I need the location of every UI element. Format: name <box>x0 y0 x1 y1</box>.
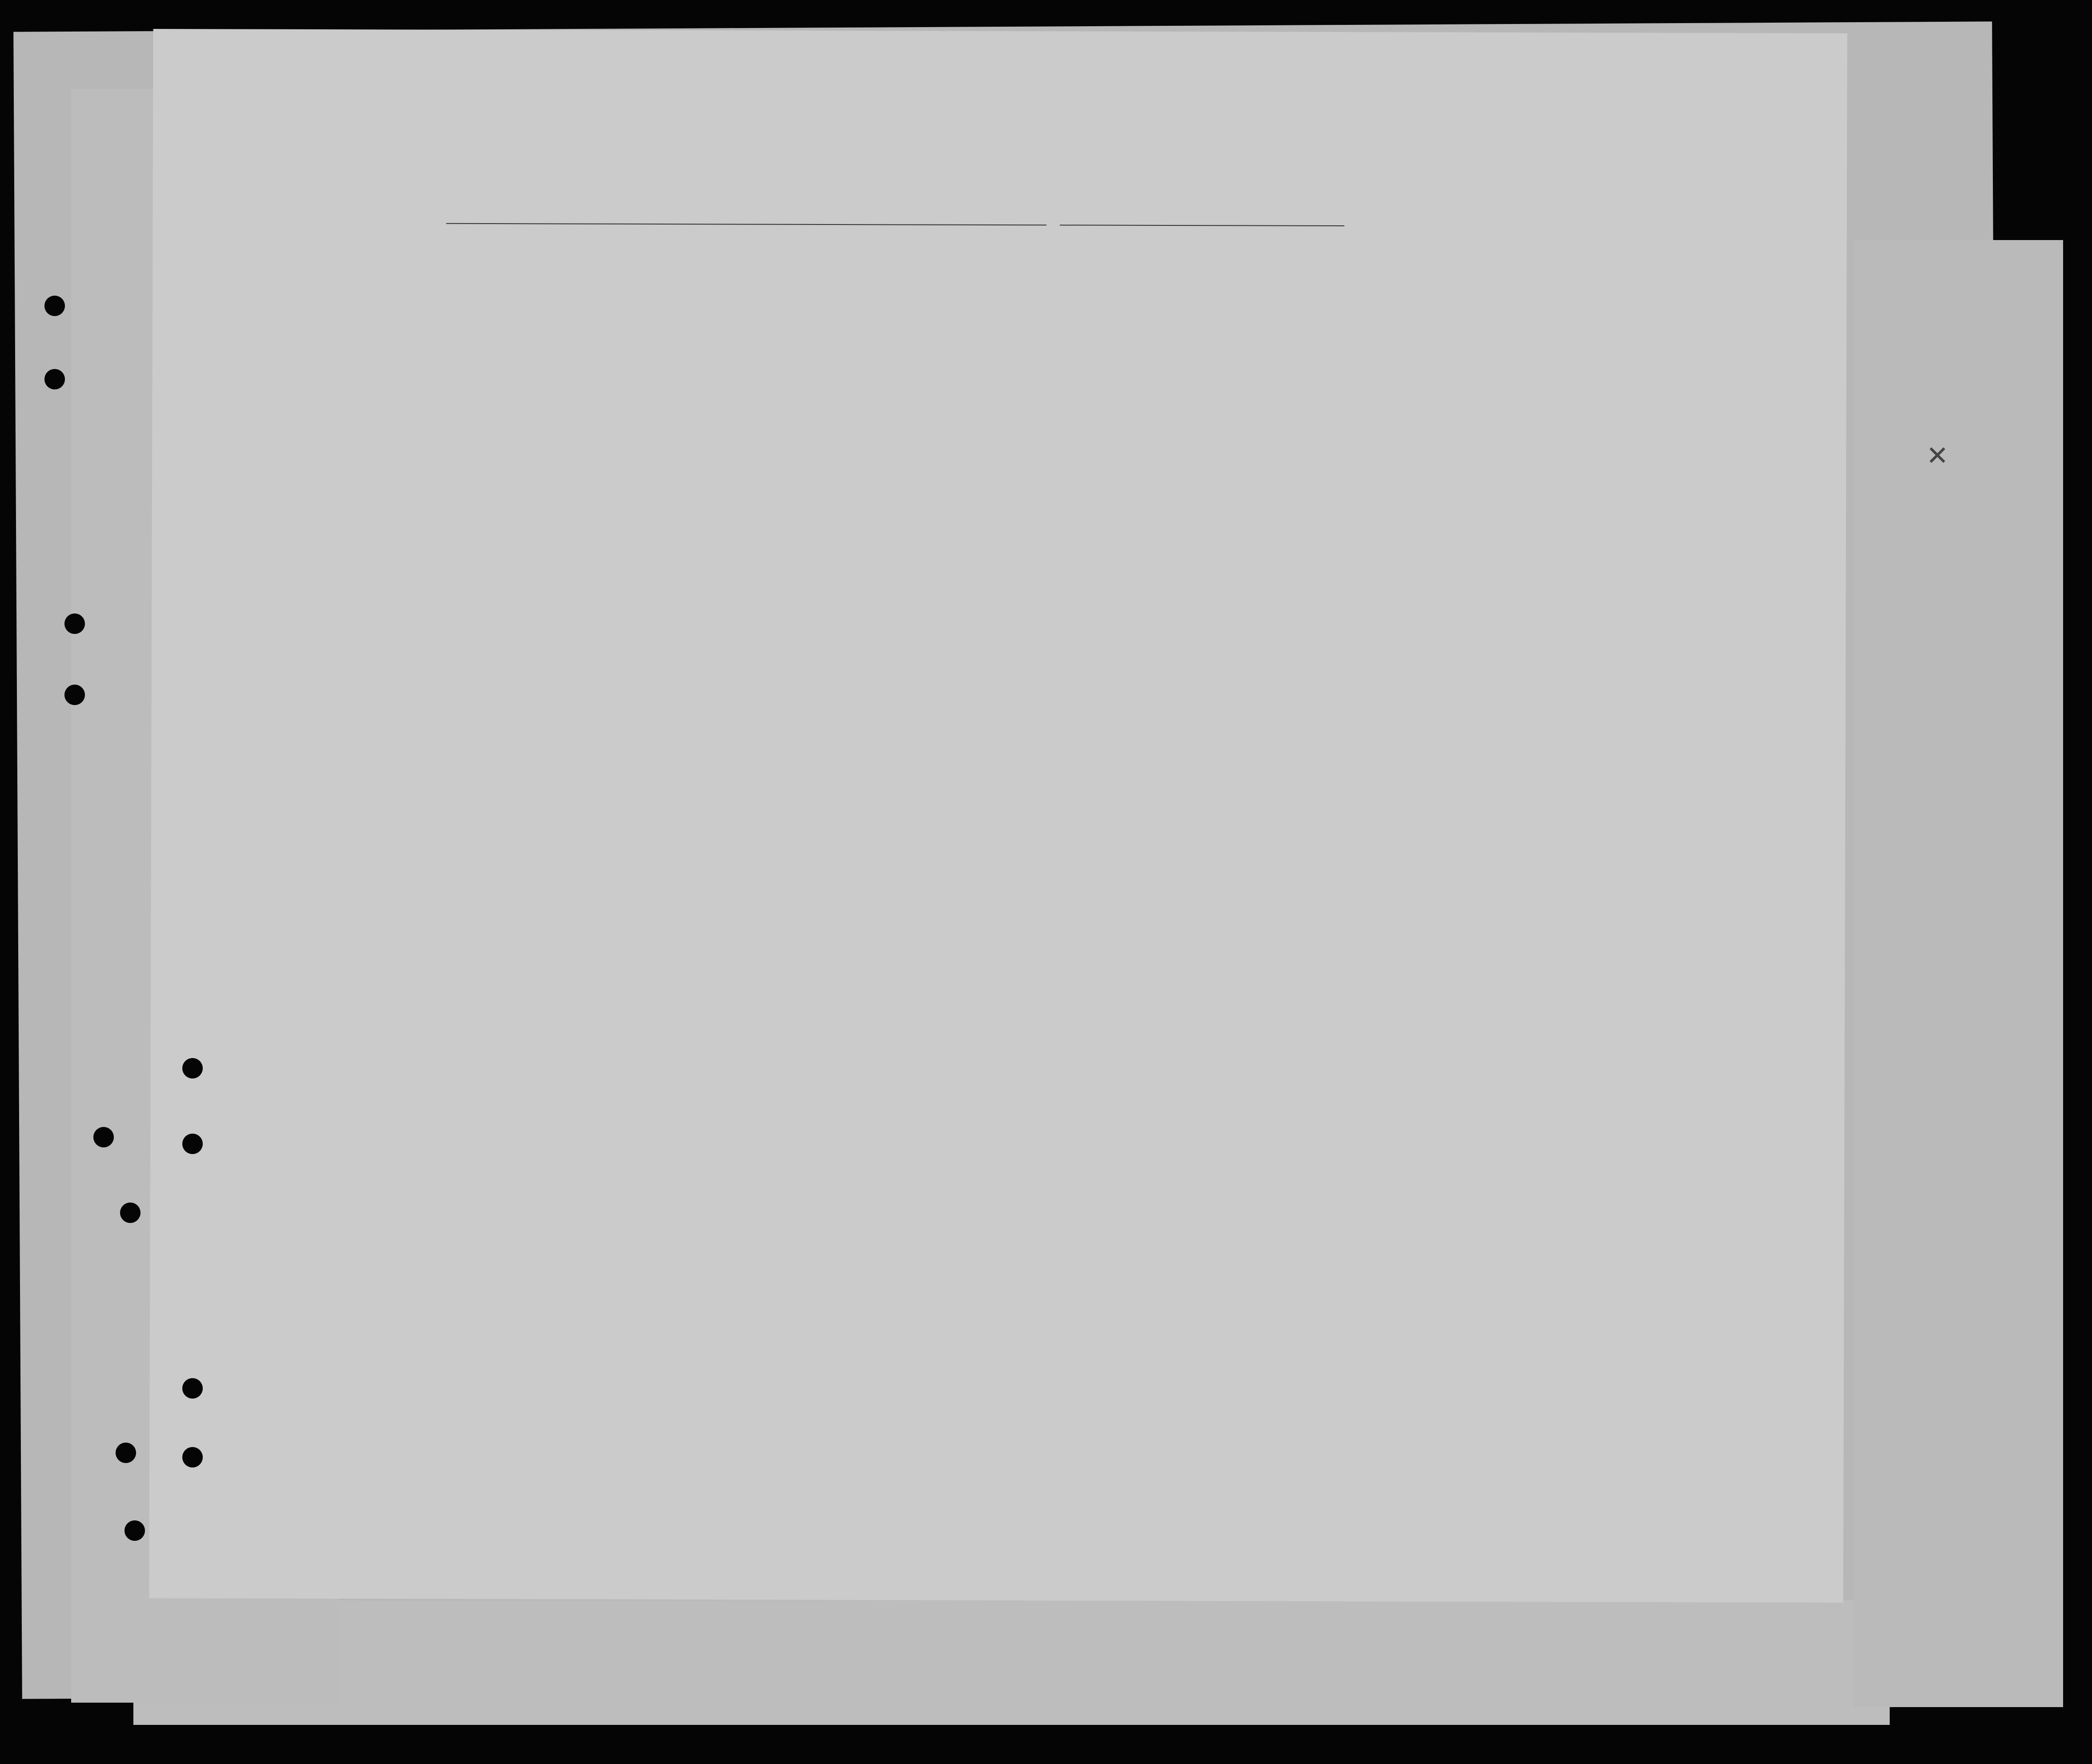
punch-hole <box>182 1134 203 1154</box>
col22-ifyes <box>806 337 895 338</box>
date-underline <box>1060 225 1344 226</box>
punch-hole <box>182 1058 203 1078</box>
punch-hole <box>182 1447 203 1467</box>
right-sheet-strip <box>1854 240 2063 1707</box>
col18-note <box>468 303 650 304</box>
punch-hole <box>116 1443 136 1463</box>
col35-header <box>1735 297 1824 298</box>
col23-header <box>908 324 1100 325</box>
punch-hole <box>44 369 65 389</box>
manifest-sheet <box>149 29 1949 1603</box>
punch-hole <box>44 296 65 316</box>
punch-hole <box>182 1378 203 1399</box>
col22-header <box>775 286 895 287</box>
punch-hole <box>93 1127 114 1147</box>
punch-hole <box>64 685 85 705</box>
punch-hole <box>120 1203 141 1223</box>
col18-city <box>535 354 642 355</box>
cross-mark: ✕ <box>1926 441 1949 471</box>
punch-hole <box>64 613 85 634</box>
port-underline <box>446 223 1046 226</box>
punch-hole <box>124 1520 145 1541</box>
underlying-sheet-bottom <box>133 1600 1890 1725</box>
